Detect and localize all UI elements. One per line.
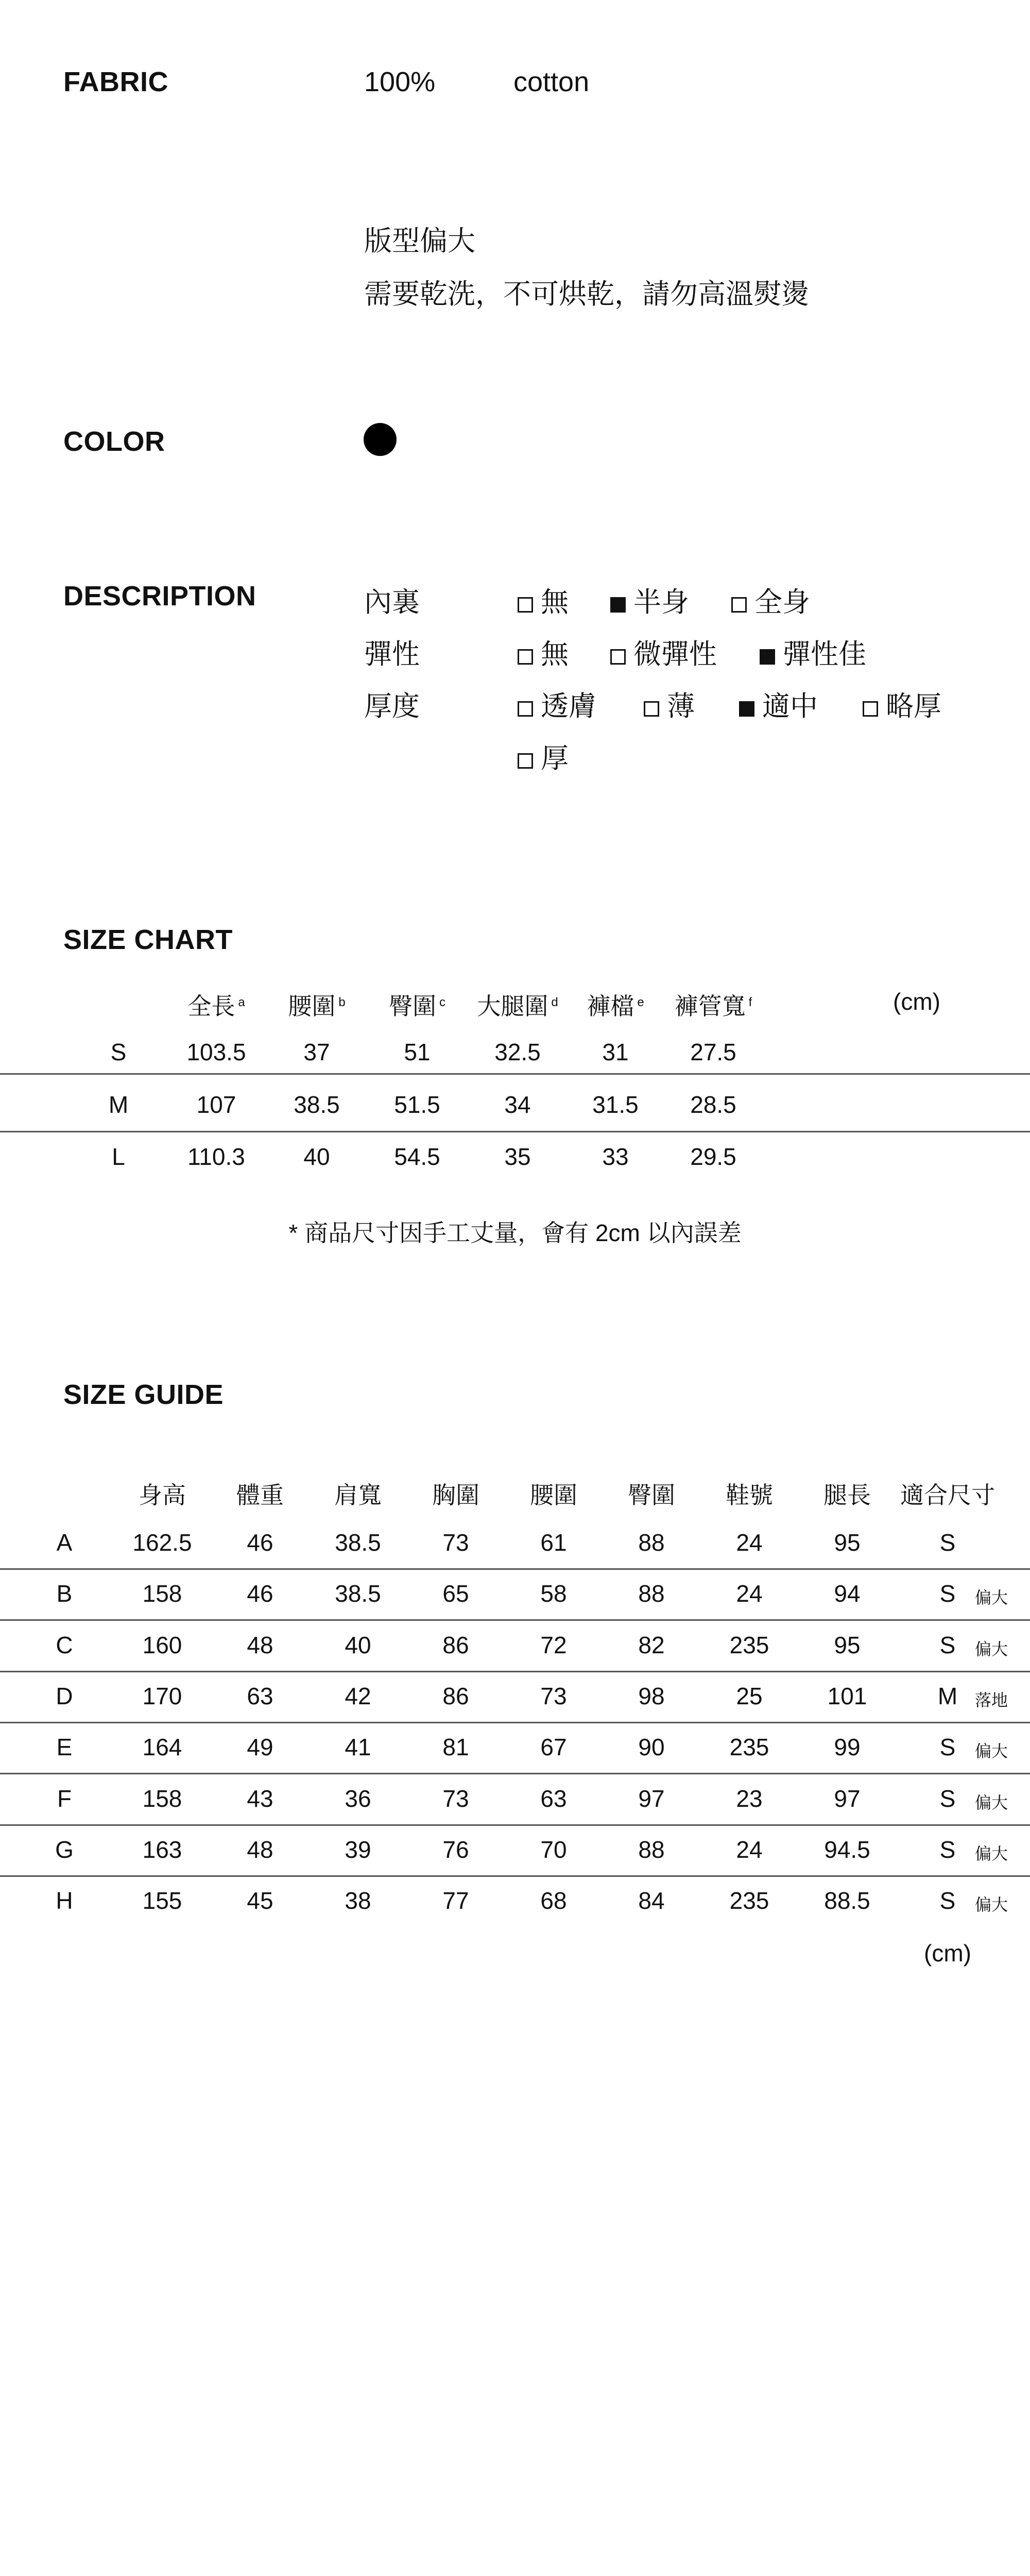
- color-swatch: [364, 423, 397, 456]
- size-guide-cell: 38.5: [335, 1580, 381, 1607]
- size-guide-model-id: G: [55, 1836, 74, 1863]
- size-guide-cell: 24: [736, 1836, 763, 1863]
- size-guide-fit: S: [939, 1734, 956, 1760]
- size-guide-cell: 235: [729, 1632, 769, 1658]
- size-guide-cell: 46: [247, 1580, 273, 1607]
- size-guide-cell: 158: [142, 1580, 182, 1607]
- lining-option-half: 半身: [610, 580, 689, 620]
- lining-option-full: 全身: [731, 580, 810, 620]
- size-guide-fit-note: 偏大: [975, 1793, 1008, 1812]
- description-title: DESCRIPTION: [63, 581, 256, 612]
- fabric-percent: 100%: [364, 66, 436, 97]
- size-guide-title: SIZE GUIDE: [63, 1379, 224, 1410]
- size-guide-cell: 94.5: [824, 1836, 870, 1863]
- thickness-option-slightly-thick: 略厚: [863, 684, 941, 724]
- fabric-note-care: 需要乾洗，不可烘乾，請勿高溫熨燙: [364, 279, 809, 310]
- size-guide-cell: 38.5: [335, 1529, 381, 1556]
- size-guide-cell: 24: [736, 1529, 763, 1556]
- size-guide-fit: S: [939, 1836, 956, 1863]
- checkbox-icon: [518, 597, 533, 613]
- size-chart-cell: 31: [602, 1039, 629, 1065]
- size-chart-cell: 28.5: [690, 1091, 736, 1118]
- size-guide-cell: 97: [638, 1785, 665, 1812]
- size-guide-cell: 77: [442, 1887, 469, 1914]
- size-chart-cell: 110.3: [187, 1143, 245, 1170]
- size-chart-header: 褲檔 $^e$: [587, 993, 644, 1020]
- size-guide-cell: 101: [827, 1683, 867, 1709]
- size-guide-cell: 73: [540, 1683, 567, 1709]
- fabric-material: cotton: [513, 66, 590, 97]
- checked-box-icon: [739, 701, 754, 717]
- size-guide-divider: [0, 1773, 1030, 1774]
- size-guide-cell: 38: [345, 1887, 371, 1914]
- size-guide-cell: 84: [638, 1887, 665, 1914]
- size-guide-header: 腰圍: [530, 1482, 577, 1509]
- size-guide-cell: 81: [442, 1734, 469, 1760]
- size-guide-cell: 36: [345, 1785, 371, 1812]
- size-chart-cell: 107: [196, 1091, 236, 1118]
- elasticity-option-good: 彈性佳: [760, 632, 866, 672]
- size-chart-header: 腰圍 $^b$: [288, 993, 346, 1020]
- size-guide-cell: 235: [729, 1734, 769, 1760]
- size-guide-cell: 95: [834, 1632, 861, 1658]
- size-guide-cell: 43: [247, 1785, 273, 1812]
- size-guide-cell: 88.5: [824, 1887, 870, 1914]
- size-guide-header: 肩寬: [334, 1482, 382, 1509]
- size-guide-cell: 48: [247, 1632, 273, 1658]
- thickness-option-sheer: 透膚: [518, 684, 596, 724]
- size-guide-cell: 73: [442, 1529, 469, 1556]
- size-guide-cell: 61: [540, 1529, 567, 1556]
- elasticity-option-none: 無: [518, 632, 569, 672]
- size-guide-cell: 68: [540, 1887, 567, 1914]
- checkbox-icon: [644, 701, 659, 717]
- checkbox-icon: [518, 649, 533, 665]
- size-guide-model-id: E: [56, 1734, 73, 1760]
- size-guide-fit-note: 偏大: [975, 1895, 1008, 1914]
- thickness-option-thin: 薄: [644, 684, 695, 724]
- size-chart-header: 大腿圍 $^d$: [477, 993, 558, 1020]
- size-guide-cell: 163: [142, 1836, 182, 1863]
- size-guide-cell: 67: [540, 1734, 567, 1760]
- size-chart-cell: 27.5: [690, 1039, 736, 1065]
- size-chart-cell: 40: [303, 1143, 330, 1170]
- description-label-thickness: 厚度: [364, 691, 420, 722]
- description-label-elasticity: 彈性: [364, 639, 420, 670]
- size-chart-title: SIZE CHART: [63, 924, 233, 955]
- size-guide-cell: 162.5: [132, 1529, 192, 1556]
- size-guide-cell: 65: [442, 1580, 469, 1607]
- size-guide-cell: 45: [247, 1887, 273, 1914]
- size-chart-divider: [0, 1131, 1030, 1132]
- size-chart-cell: 51.5: [394, 1091, 440, 1118]
- size-guide-divider: [0, 1824, 1030, 1826]
- size-chart-unit: (cm): [893, 988, 940, 1015]
- size-guide-cell: 97: [834, 1785, 861, 1812]
- size-guide-model-id: B: [56, 1580, 73, 1607]
- size-guide-cell: 164: [142, 1734, 182, 1760]
- size-guide-cell: 98: [638, 1683, 665, 1709]
- size-guide-unit: (cm): [924, 1940, 971, 1967]
- thickness-option-medium: 適中: [739, 684, 818, 724]
- checkbox-icon: [518, 753, 533, 769]
- size-guide-model-id: C: [56, 1632, 73, 1658]
- checkbox-icon: [863, 701, 878, 717]
- size-guide-header: 臀圍: [628, 1482, 675, 1509]
- size-guide-divider: [0, 1568, 1030, 1570]
- size-guide-cell: 42: [345, 1683, 371, 1709]
- fabric-title: FABRIC: [63, 66, 168, 97]
- size-guide-fit-note: 偏大: [975, 1588, 1008, 1607]
- size-guide-cell: 170: [142, 1683, 182, 1709]
- size-chart-cell: 35: [504, 1143, 531, 1170]
- checkbox-icon: [518, 701, 533, 717]
- size-guide-cell: 25: [736, 1683, 763, 1709]
- size-guide-header: 體重: [236, 1482, 284, 1509]
- fabric-note-fit: 版型偏大: [364, 226, 475, 257]
- size-chart-size: M: [108, 1091, 129, 1118]
- size-guide-fit: S: [939, 1785, 956, 1812]
- size-guide-divider: [0, 1671, 1030, 1672]
- size-chart-header: 褲管寬 $^f$: [674, 993, 752, 1020]
- size-guide-cell: 73: [442, 1785, 469, 1812]
- size-chart-cell: 29.5: [690, 1143, 736, 1170]
- size-chart-size: L: [112, 1143, 125, 1170]
- size-chart-cell: 33: [602, 1143, 629, 1170]
- size-guide-cell: 58: [540, 1580, 567, 1607]
- size-guide-fit: S: [939, 1580, 956, 1607]
- size-guide-model-id: D: [56, 1683, 73, 1709]
- size-guide-cell: 88: [638, 1836, 665, 1863]
- size-chart-cell: 34: [504, 1091, 531, 1118]
- lining-option-none: 無: [518, 580, 569, 620]
- size-guide-fit: S: [939, 1529, 956, 1556]
- size-guide-cell: 46: [247, 1529, 273, 1556]
- size-chart-cell: 38.5: [294, 1091, 340, 1118]
- size-guide-fit: S: [939, 1887, 956, 1914]
- size-guide-cell: 155: [142, 1887, 182, 1914]
- size-guide-cell: 63: [247, 1683, 273, 1709]
- size-guide-cell: 99: [834, 1734, 861, 1760]
- size-guide-header: 鞋號: [726, 1482, 773, 1509]
- size-guide-cell: 158: [142, 1785, 182, 1812]
- checked-box-icon: [610, 597, 626, 613]
- size-guide-cell: 90: [638, 1734, 665, 1760]
- size-guide-cell: 40: [345, 1632, 371, 1658]
- size-guide-cell: 23: [736, 1785, 763, 1812]
- size-chart-header: 全長 $^a$: [187, 993, 245, 1020]
- size-guide-cell: 49: [247, 1734, 273, 1760]
- size-guide-cell: 95: [834, 1529, 861, 1556]
- size-chart-cell: 31.5: [592, 1091, 639, 1118]
- size-guide-divider: [0, 1722, 1030, 1723]
- size-chart-cell: 51: [404, 1039, 431, 1065]
- size-guide-cell: 72: [540, 1632, 567, 1658]
- size-guide-cell: 39: [345, 1836, 371, 1863]
- size-guide-cell: 70: [540, 1836, 567, 1863]
- size-guide-cell: 235: [729, 1887, 769, 1914]
- size-guide-cell: 63: [540, 1785, 567, 1812]
- size-guide-cell: 24: [736, 1580, 763, 1607]
- thickness-option-thick: 厚: [518, 736, 569, 776]
- size-chart-cell: 37: [303, 1039, 330, 1065]
- size-guide-cell: 88: [638, 1529, 665, 1556]
- size-guide-divider: [0, 1875, 1030, 1877]
- size-chart-size: S: [110, 1039, 127, 1065]
- size-guide-cell: 41: [345, 1734, 371, 1760]
- size-guide-cell: 88: [638, 1580, 665, 1607]
- size-chart-header: 臀圍 $^c$: [389, 993, 445, 1020]
- elasticity-option-slight: 微彈性: [610, 632, 717, 672]
- size-guide-fit-note: 偏大: [975, 1844, 1008, 1863]
- checkbox-icon: [610, 649, 626, 665]
- size-guide-header: 腿長: [823, 1482, 871, 1509]
- size-guide-fit-note: 落地: [975, 1691, 1008, 1709]
- size-chart-cell: 54.5: [394, 1143, 440, 1170]
- size-guide-header: 胸圍: [432, 1482, 479, 1509]
- checked-box-icon: [760, 649, 775, 665]
- size-guide-cell: 94: [834, 1580, 861, 1607]
- size-guide-divider: [0, 1619, 1030, 1621]
- size-guide-header: 適合尺寸: [900, 1482, 995, 1509]
- size-guide-model-id: H: [56, 1887, 73, 1914]
- size-guide-cell: 86: [442, 1632, 469, 1658]
- size-guide-cell: 48: [247, 1836, 273, 1863]
- size-guide-fit: S: [939, 1632, 956, 1658]
- size-guide-cell: 82: [638, 1632, 665, 1658]
- size-guide-fit: M: [937, 1683, 958, 1709]
- color-title: COLOR: [63, 426, 165, 457]
- size-guide-model-id: A: [56, 1529, 73, 1556]
- size-guide-model-id: F: [57, 1785, 72, 1812]
- size-guide-header: 身高: [139, 1482, 186, 1509]
- size-guide-cell: 86: [442, 1683, 469, 1709]
- size-chart-cell: 103.5: [186, 1039, 246, 1065]
- size-guide-fit-note: 偏大: [975, 1742, 1008, 1760]
- size-guide-fit-note: 偏大: [975, 1640, 1008, 1658]
- size-guide-cell: 76: [442, 1836, 469, 1863]
- description-label-lining: 內裏: [364, 587, 420, 618]
- size-guide-cell: 160: [142, 1632, 182, 1658]
- size-chart-divider: [0, 1073, 1030, 1075]
- size-chart-note: * 商品尺寸因手工丈量，會有 2cm 以內誤差: [288, 1219, 742, 1246]
- size-chart-cell: 32.5: [494, 1039, 541, 1065]
- checkbox-icon: [731, 597, 747, 613]
